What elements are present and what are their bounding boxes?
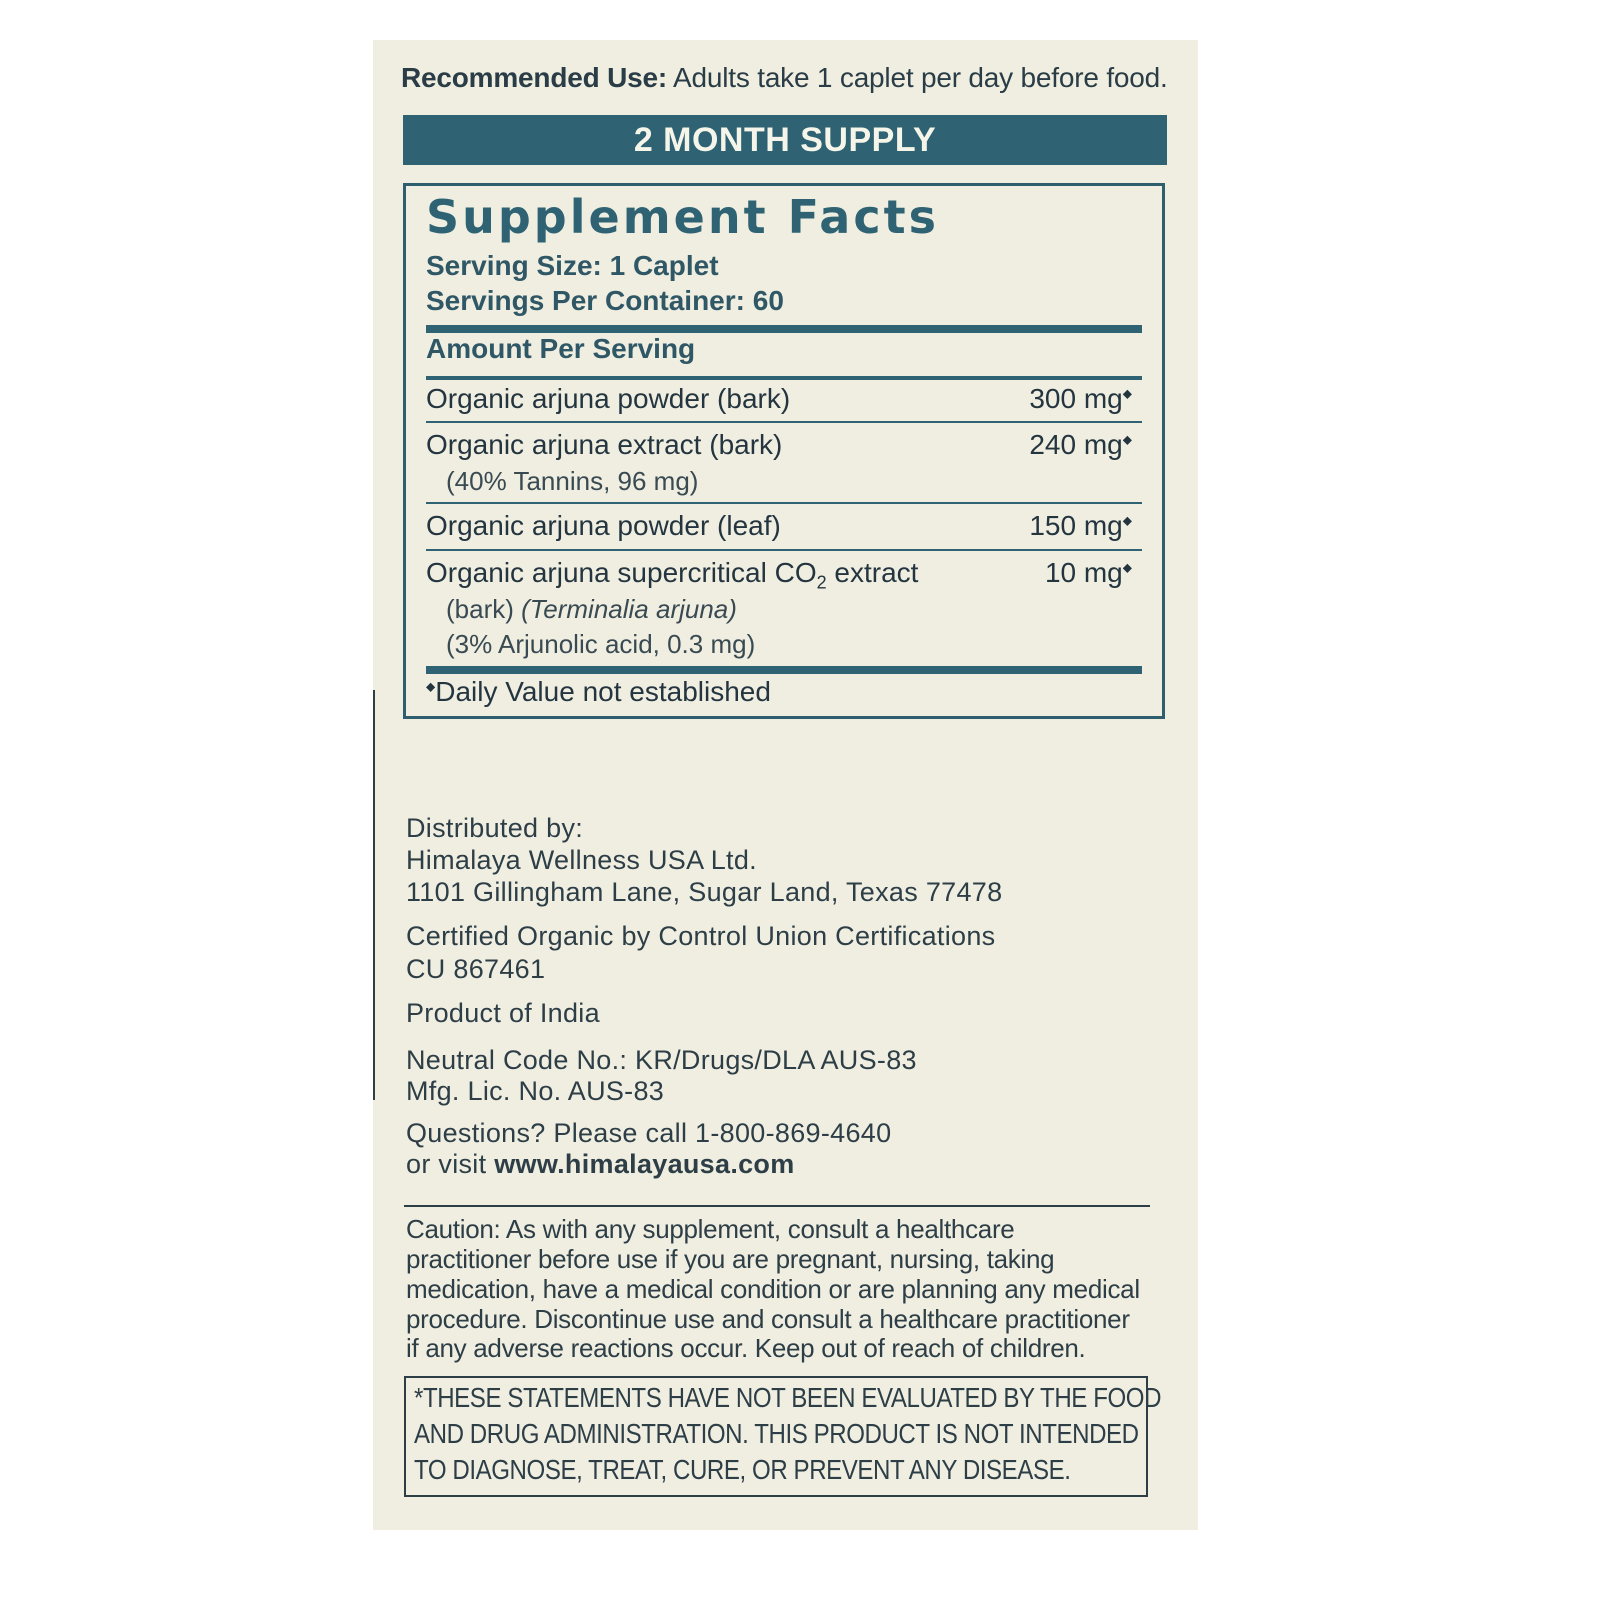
row-divider xyxy=(426,502,1142,504)
distributor-name: Himalaya Wellness USA Ltd. xyxy=(406,845,757,875)
supplement-facts-box xyxy=(403,183,1165,719)
caution-line: practitioner before use if you are pregnant, nursing, taking xyxy=(406,1244,1055,1274)
certification-code: CU 867461 xyxy=(406,954,546,984)
product-origin: Product of India xyxy=(406,998,600,1028)
recommended-use-text: Adults take 1 caplet per day before food. xyxy=(667,62,1168,93)
contact-website-line xyxy=(406,1149,795,1180)
caution-divider xyxy=(404,1205,1150,1207)
ingredient-name-tail: extract xyxy=(826,557,919,588)
panel-edge-line xyxy=(373,690,375,1100)
ingredient-name-subscript: 2 xyxy=(816,572,827,593)
ingredient-amount xyxy=(1029,429,1132,461)
diamond-icon: ◆ xyxy=(1122,386,1132,401)
ingredient-name: Organic arjuna extract (bark) xyxy=(426,429,783,460)
neutral-code: Neutral Code No.: KR/Drugs/DLA AUS-83 xyxy=(406,1045,917,1075)
caution-line: medication, have a medical condition or are planning any medical xyxy=(406,1274,1140,1304)
ingredient-botanical-name: (Terminalia arjuna) xyxy=(521,594,737,624)
amount-value: 240 mg xyxy=(1029,429,1123,460)
caution-line: Caution: As with any supplement, consult a healthcare xyxy=(406,1214,1015,1244)
contact-phone: Questions? Please call 1-800-869-4640 xyxy=(406,1118,892,1148)
supply-banner: 2 MONTH SUPPLY xyxy=(403,115,1167,165)
amount-value: 300 mg xyxy=(1029,383,1123,414)
distributor-label: Distributed by: xyxy=(406,813,584,843)
fda-disclaimer-box xyxy=(404,1376,1162,1497)
amount-per-serving: Amount Per Serving xyxy=(426,333,696,364)
recommended-use xyxy=(401,62,1168,94)
diamond-icon: ◆ xyxy=(1122,513,1132,528)
caution-line: if any adverse reactions occur. Keep out of reach of children. xyxy=(406,1333,1086,1363)
distributor-address: 1101 Gillingham Lane, Sugar Land, Texas 77478 xyxy=(406,877,1003,907)
ingredient-name: Organic arjuna powder (leaf) xyxy=(426,510,781,541)
fda-disclaimer-line: TO DIAGNOSE, TREAT, CURE, OR PREVENT ANY DISEASE. xyxy=(414,1454,1071,1485)
ingredient-detail: (3% Arjunolic acid, 0.3 mg) xyxy=(446,629,756,659)
ingredient-detail xyxy=(446,594,737,625)
thick-divider-bottom xyxy=(426,666,1142,674)
diamond-icon: ◆ xyxy=(1122,560,1132,575)
caution-line: procedure. Discontinue use and consult a healthcare practitioner xyxy=(406,1304,1130,1334)
serving-size: Serving Size: 1 Caplet xyxy=(426,250,719,281)
thick-divider-top xyxy=(426,325,1142,333)
ingredient-amount xyxy=(1029,383,1132,415)
website-prefix: or visit xyxy=(406,1149,495,1179)
servings-per-container: Servings Per Container: 60 xyxy=(426,285,784,316)
ingredient-name-main: Organic arjuna supercritical CO xyxy=(426,557,817,588)
website-link[interactable]: www.himalayausa.com xyxy=(494,1149,795,1179)
footnote-text: Daily Value not established xyxy=(435,676,771,707)
ingredient-name: Organic arjuna powder (bark) xyxy=(426,383,791,414)
recommended-use-label: Recommended Use: xyxy=(401,62,667,93)
row-divider xyxy=(426,421,1142,423)
label-panel xyxy=(373,40,1198,1530)
amount-value: 150 mg xyxy=(1029,510,1123,541)
ingredient-name xyxy=(426,557,918,594)
fda-disclaimer-line: *THESE STATEMENTS HAVE NOT BEEN EVALUATED BY THE FOOD xyxy=(414,1382,1162,1413)
amount-value: 10 mg xyxy=(1044,557,1123,588)
ingredient-detail: (40% Tannins, 96 mg) xyxy=(446,466,699,496)
ingredient-amount xyxy=(1045,557,1132,589)
certification-line: Certified Organic by Control Union Certifications xyxy=(406,921,996,951)
daily-value-footnote xyxy=(426,676,771,708)
medium-divider xyxy=(426,376,1142,380)
ingredient-detail-part: (bark) xyxy=(446,594,522,624)
diamond-icon: ◆ xyxy=(1122,432,1132,447)
ingredient-amount xyxy=(1029,510,1132,542)
facts-title: Supplement Facts xyxy=(426,190,939,244)
mfg-license: Mfg. Lic. No. AUS-83 xyxy=(406,1076,665,1106)
fda-disclaimer-line: AND DRUG ADMINISTRATION. THIS PRODUCT IS NOT INTENDED xyxy=(414,1418,1139,1449)
diamond-icon: ◆ xyxy=(426,679,436,694)
row-divider xyxy=(426,549,1142,551)
